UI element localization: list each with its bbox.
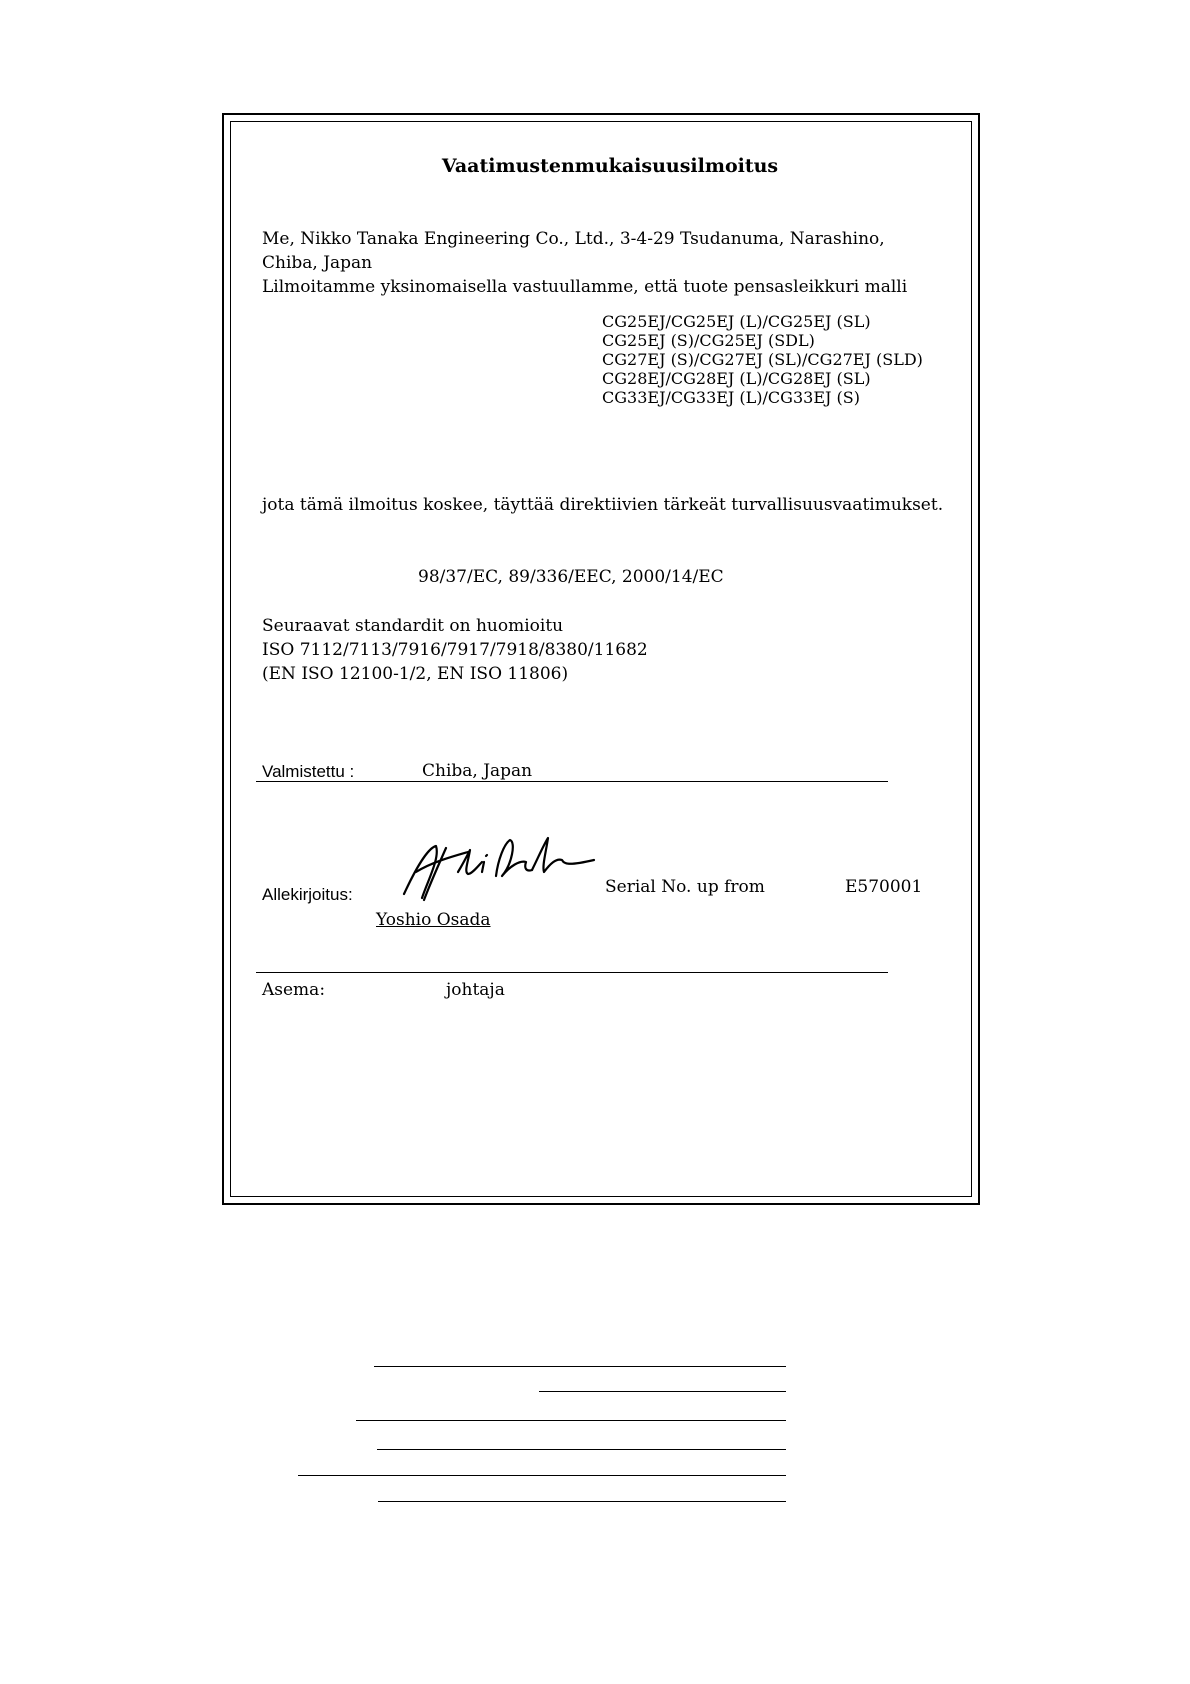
blank-line [378,1501,786,1502]
blank-line [298,1475,786,1476]
model-line: CG28EJ/CG28EJ (L)/CG28EJ (SL) [602,369,871,388]
standards-heading: Seuraavat standardit on huomioitu [262,616,564,636]
blank-line [356,1420,786,1421]
model-line: CG25EJ (S)/CG25EJ (SDL) [602,331,815,350]
directives: 98/37/EC, 89/336/EEC, 2000/14/EC [418,567,724,587]
manufactured-value: Chiba, Japan [422,761,533,781]
document-title: Vaatimustenmukaisuusilmoitus [441,155,779,177]
standards-iso: ISO 7112/7113/7916/7917/7918/8380/11682 [262,640,648,660]
model-list [602,312,923,407]
intro-line-3: Lilmoitamme yksinomaisella vastuullamme, että tuote pensasleikkuri malli [262,277,908,297]
intro-line-1: Me, Nikko Tanaka Engineering Co., Ltd., 3-4-29 Tsudanuma, Narashino, [262,229,885,249]
position-label: Asema: [262,980,326,1000]
model-line: CG27EJ (S)/CG27EJ (SL)/CG27EJ (SLD) [602,350,923,369]
manufactured-label: Valmistettu : [262,762,355,781]
model-line: CG33EJ/CG33EJ (L)/CG33EJ (S) [602,388,860,407]
model-line: CG25EJ/CG25EJ (L)/CG25EJ (SL) [602,312,871,331]
manufactured-rule [256,781,888,782]
serial-label: Serial No. up from [605,877,765,897]
signature-rule [256,972,888,973]
standards-en: (EN ISO 12100-1/2, EN ISO 11806) [262,664,569,684]
blank-line [377,1449,786,1450]
serial-value: E570001 [845,877,923,897]
signature-label: Allekirjoitus: [262,885,353,904]
blank-line [374,1366,786,1367]
intro-line-2: Chiba, Japan [262,253,373,273]
signatory-name: Yoshio Osada [376,910,491,930]
signature-image [398,832,596,904]
blank-line [539,1391,786,1392]
conformity-statement: jota tämä ilmoitus koskee, täyttää direktiivien tärkeät turvallisuusvaatimukset. [262,495,944,515]
position-value: johtaja [446,980,505,1000]
